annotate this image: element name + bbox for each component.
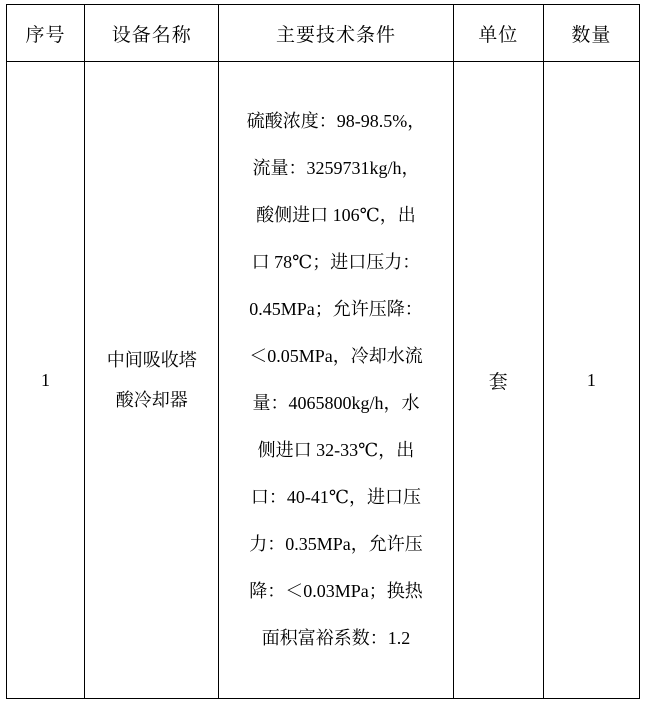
equipment-spec-table	[6, 4, 640, 699]
spec-line: 硫酸浓度：98-98.5%，	[246, 111, 426, 131]
equipment-name-line: 中间吸收塔	[106, 350, 197, 370]
table-header	[7, 5, 640, 62]
document-page	[0, 4, 646, 711]
spec-line: 酸侧进口 106℃，出	[256, 205, 416, 225]
spec-line: 口 78℃；进口压力：	[251, 252, 421, 272]
spec-line: 口：40-41℃，进口压	[250, 487, 422, 507]
spec-line: ＜0.05MPa，冷却水流	[249, 346, 423, 366]
spec-line: 力：0.35MPa，允许压	[249, 534, 423, 554]
spec-line: 0.45MPa；允许压降：	[249, 299, 423, 319]
table-row	[7, 62, 640, 699]
cell-technical-conditions	[219, 62, 453, 699]
cell-quantity: 1	[543, 62, 639, 699]
table-header-row	[7, 5, 640, 62]
spec-line: 降：＜0.03MPa；换热	[249, 581, 423, 601]
spec-line: 侧进口 32-33℃，出	[257, 440, 415, 460]
column-header-equipment-name: 设备名称	[85, 5, 219, 62]
spec-line: 流量：3259731kg/h，	[252, 158, 420, 178]
cell-unit: 套	[453, 62, 543, 699]
equipment-name-line: 酸冷却器	[115, 390, 188, 410]
cell-equipment-name	[85, 62, 219, 699]
column-header-quantity: 数量	[543, 5, 639, 62]
spec-line: 量：4065800kg/h，水	[252, 393, 420, 413]
cell-serial-number: 1	[7, 62, 85, 699]
column-header-technical-conditions: 主要技术条件	[219, 5, 453, 62]
column-header-no: 序号	[7, 5, 85, 62]
column-header-unit: 单位	[453, 5, 543, 62]
spec-line: 面积富裕系数：1.2	[261, 628, 411, 648]
table-body	[7, 62, 640, 699]
